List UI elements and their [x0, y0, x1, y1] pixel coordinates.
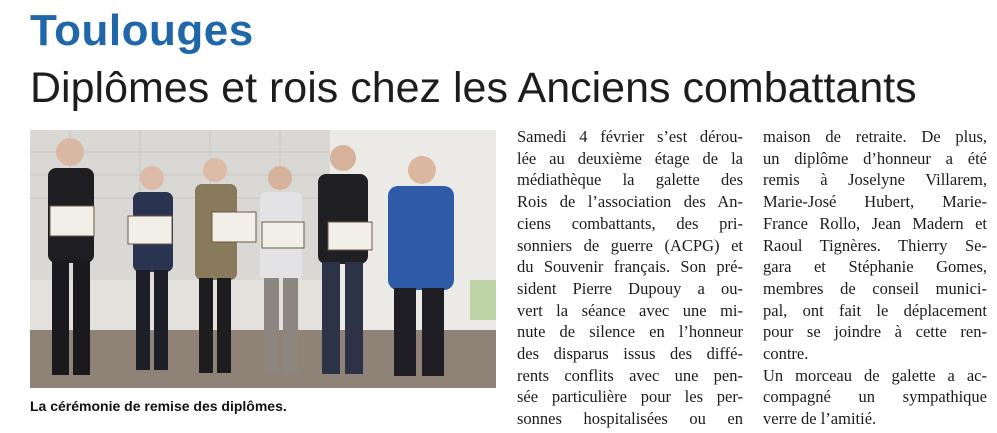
article-headline: Diplômes et rois chez les Anciens combattants	[30, 64, 917, 112]
article-column-1	[517, 126, 743, 430]
text-line: membres de conseil munici-	[763, 278, 987, 298]
text-line: Rois de l’association des An-	[517, 192, 743, 212]
article-photo	[30, 130, 496, 388]
text-line: sonnes hospitalisées ou en	[517, 409, 743, 429]
text-line: pour se joindre à cette ren-	[763, 322, 987, 342]
text-line: sident Pierre Dupouy a ou-	[517, 278, 743, 298]
text-line: maison de retraite. De plus,	[763, 127, 987, 146]
text-line: compagné un sympathique	[763, 387, 987, 407]
text-line: pal, ont fait le déplacement	[763, 300, 987, 320]
text-line: un diplôme d’honneur a été	[763, 148, 987, 168]
text-line: gara et Stéphanie Gomes,	[763, 257, 987, 277]
text-line: Raoul Tignères. Thierry Se-	[763, 235, 987, 255]
section-kicker: Toulouges	[30, 6, 254, 55]
text-line: Un morceau de galette a ac-	[763, 365, 987, 385]
text-line: lée au deuxième étage de la	[517, 148, 743, 168]
text-line: verre de l’amitié.	[763, 409, 877, 429]
text-line: rents conflits avec une pen-	[517, 365, 743, 385]
text-line: médiathèque la galette des	[517, 170, 743, 190]
text-line: Samedi 4 février s’est dérou-	[517, 127, 743, 146]
text-line: sonniers de guerre (ACPG) et	[517, 235, 743, 255]
text-line: France Rollo, Jean Madern et	[763, 213, 987, 233]
text-line: vert la séance avec une mi-	[517, 300, 743, 320]
text-line: sée particulière pour les per-	[517, 387, 743, 407]
text-line: du Souvenir français. Son pré-	[517, 257, 743, 277]
text-line: Marie-José Hubert, Marie-	[763, 192, 987, 212]
text-line: des disparus issus des diffé-	[517, 344, 743, 364]
text-line: nute de silence en l’honneur	[517, 322, 743, 342]
article-column-2	[763, 126, 987, 430]
text-line: remis à Joselyne Villarem,	[763, 170, 987, 190]
text-line: ciens combattants, des pri-	[517, 213, 743, 233]
text-line: contre.	[763, 344, 809, 364]
photo-caption: La cérémonie de remise des diplômes.	[30, 398, 287, 414]
